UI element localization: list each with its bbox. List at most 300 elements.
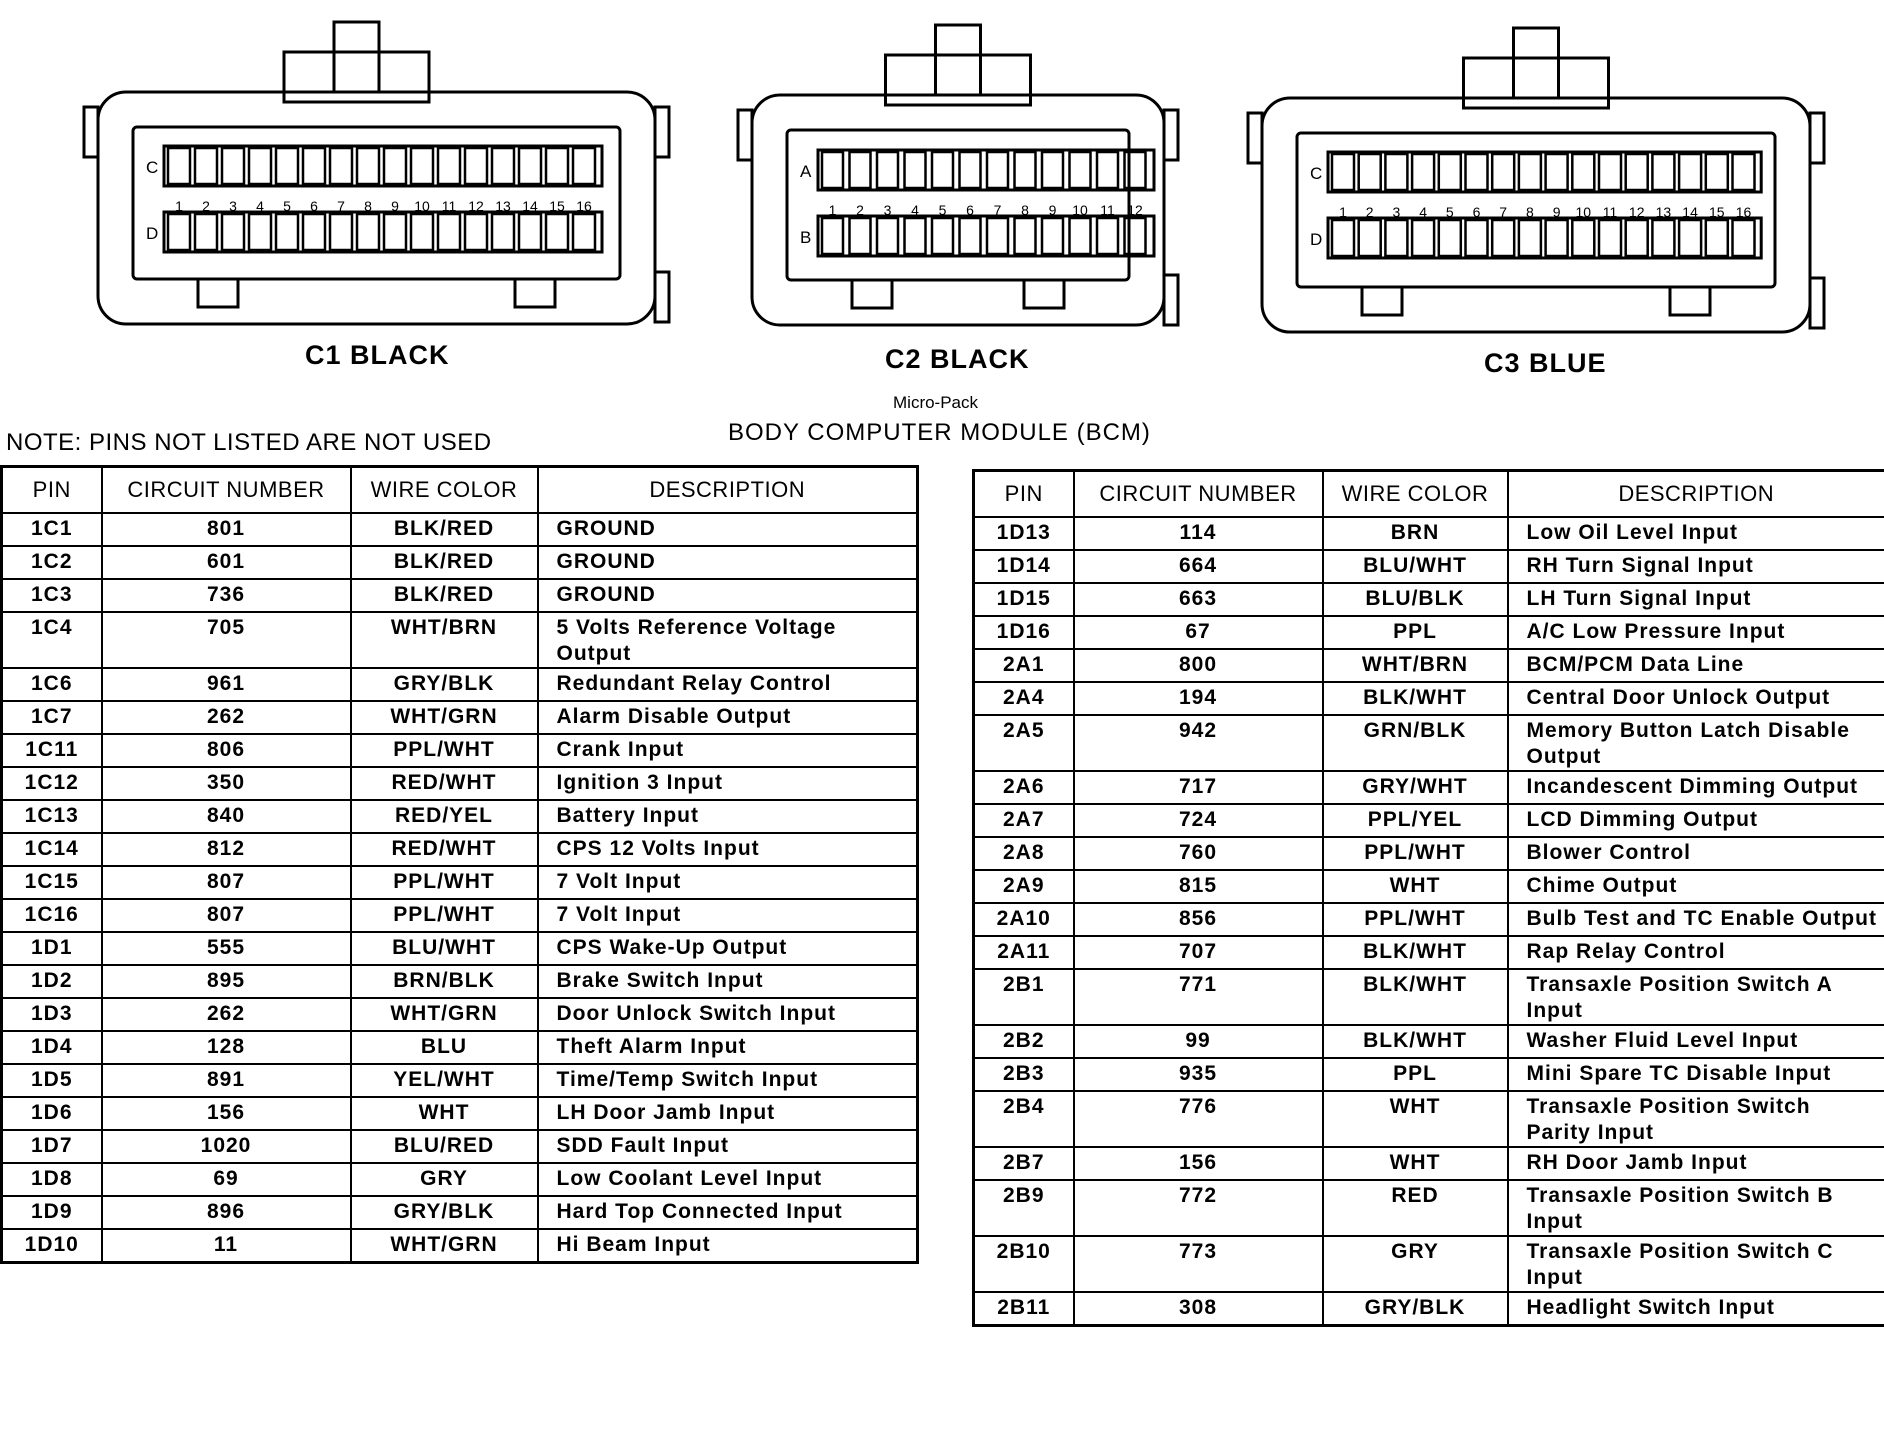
table-row — [974, 1292, 1884, 1326]
wire-color-cell: BLU/WHT — [351, 932, 538, 965]
description-cell: Hi Beam Input — [538, 1229, 918, 1263]
pin-number: 12 — [1127, 202, 1143, 218]
pin-cell: 1D13 — [974, 517, 1074, 550]
pin-number: 7 — [1499, 204, 1508, 220]
pin-cavity — [1042, 218, 1063, 254]
circuit-cell: 707 — [1074, 936, 1323, 969]
circuit-cell: 800 — [1074, 649, 1323, 682]
pin-number: 3 — [229, 198, 237, 214]
pin-cavity — [1332, 154, 1354, 190]
pin-cavity — [1412, 220, 1434, 256]
pin-cell: 2B11 — [974, 1292, 1074, 1326]
pin-cell: 1D5 — [2, 1064, 102, 1097]
table-row — [974, 550, 1884, 583]
pin-cavity — [276, 148, 298, 184]
table-row — [974, 837, 1884, 870]
pin-cell: 1C1 — [2, 513, 102, 546]
pin-cell: 1C4 — [2, 612, 102, 668]
circuit-cell: 772 — [1074, 1180, 1323, 1236]
header-circuit: CIRCUIT NUMBER — [102, 467, 351, 514]
pin-cavity — [1070, 218, 1091, 254]
pin-cavity — [905, 152, 926, 188]
pin-cell: 1D10 — [2, 1229, 102, 1263]
pin-cavity — [1546, 220, 1568, 256]
pin-cavity — [1626, 220, 1648, 256]
pin-cavity — [519, 148, 541, 184]
table-row — [974, 517, 1884, 550]
header-pin: PIN — [974, 471, 1074, 518]
row-letter: D — [146, 224, 159, 243]
table-row — [2, 767, 918, 800]
wire-color-cell: BLU/BLK — [1323, 583, 1508, 616]
pin-number: 2 — [856, 202, 864, 218]
circuit-cell: 776 — [1074, 1091, 1323, 1147]
side-tab — [655, 107, 669, 157]
table-row — [2, 965, 918, 998]
description-cell: Blower Control — [1508, 837, 1884, 870]
description-cell: LH Door Jamb Input — [538, 1097, 918, 1130]
table-row — [974, 969, 1884, 1025]
bottom-clip — [1670, 287, 1710, 315]
pin-cell: 2B7 — [974, 1147, 1074, 1180]
circuit-cell: 806 — [102, 734, 351, 767]
description-cell: Mini Spare TC Disable Input — [1508, 1058, 1884, 1091]
wire-color-cell: GRY — [1323, 1236, 1508, 1292]
pin-cell: 1C12 — [2, 767, 102, 800]
wire-color-cell: BLK/RED — [351, 579, 538, 612]
circuit-cell: 736 — [102, 579, 351, 612]
wire-color-cell: BLK/RED — [351, 546, 538, 579]
description-cell: Transaxle Position Switch B Input — [1508, 1180, 1884, 1236]
table-row — [974, 715, 1884, 771]
pin-cavity — [822, 152, 843, 188]
pin-cavity — [1652, 220, 1674, 256]
circuit-cell: 11 — [102, 1229, 351, 1263]
table-row — [2, 513, 918, 546]
pin-cavity — [932, 218, 953, 254]
side-tab — [1810, 113, 1824, 163]
circuit-cell: 67 — [1074, 616, 1323, 649]
pin-cavity — [384, 214, 406, 250]
table-row — [974, 870, 1884, 903]
header-wire-color: WIRE COLOR — [1323, 471, 1508, 518]
pin-cavity — [1599, 220, 1621, 256]
pin-cell: 1C2 — [2, 546, 102, 579]
latch-tab — [334, 22, 379, 92]
pin-number: 5 — [1445, 204, 1454, 220]
pin-cell: 2B4 — [974, 1091, 1074, 1147]
pin-number: 8 — [1526, 204, 1534, 220]
header-circuit: CIRCUIT NUMBER — [1074, 471, 1323, 518]
table-row — [974, 903, 1884, 936]
pin-number: 9 — [1552, 204, 1561, 220]
pin-cavity — [1359, 154, 1381, 190]
latch-housing — [1464, 58, 1609, 108]
pin-number: 1 — [828, 202, 837, 218]
description-cell: 7 Volt Input — [538, 866, 918, 899]
wire-color-cell: BLU/WHT — [1323, 550, 1508, 583]
table-row — [974, 1180, 1884, 1236]
pin-number: 9 — [1048, 202, 1057, 218]
wire-color-cell: PPL — [1323, 616, 1508, 649]
connector-c2 — [738, 25, 1178, 325]
pin-number: 13 — [495, 198, 511, 214]
connector-c3 — [1248, 28, 1824, 332]
latch-tab — [1514, 28, 1559, 98]
pin-cell: 1C6 — [2, 668, 102, 701]
table-row — [2, 668, 918, 701]
wire-color-cell: GRY/WHT — [1323, 771, 1508, 804]
table-row — [974, 771, 1884, 804]
pin-cavity — [1412, 154, 1434, 190]
pin-cavity — [465, 214, 487, 250]
pin-cell: 2A11 — [974, 936, 1074, 969]
pin-cavity — [987, 152, 1008, 188]
pin-cavity — [1599, 154, 1621, 190]
table-row — [2, 1196, 918, 1229]
table-row — [2, 1064, 918, 1097]
description-cell: Crank Input — [538, 734, 918, 767]
description-cell: Rap Relay Control — [1508, 936, 1884, 969]
pin-cell: 1C11 — [2, 734, 102, 767]
circuit-cell: 1020 — [102, 1130, 351, 1163]
description-cell: Transaxle Position Switch C Input — [1508, 1236, 1884, 1292]
wire-color-cell: BLK/WHT — [1323, 969, 1508, 1025]
wire-color-cell: BLK/RED — [351, 513, 538, 546]
wire-color-cell: GRY/BLK — [351, 668, 538, 701]
table-row — [974, 616, 1884, 649]
row-letter: B — [800, 228, 812, 247]
pin-number: 10 — [414, 198, 430, 214]
wire-color-cell: WHT/GRN — [351, 1229, 538, 1263]
description-cell: Washer Fluid Level Input — [1508, 1025, 1884, 1058]
wire-color-cell: RED/YEL — [351, 800, 538, 833]
pin-cavity — [303, 148, 325, 184]
wire-color-cell: BLK/WHT — [1323, 936, 1508, 969]
connector-diagrams — [0, 0, 1884, 400]
header-wire-color: WIRE COLOR — [351, 467, 538, 514]
pin-number: 15 — [549, 198, 565, 214]
description-cell: RH Turn Signal Input — [1508, 550, 1884, 583]
circuit-cell: 807 — [102, 866, 351, 899]
pin-cavity — [1439, 220, 1461, 256]
wire-color-cell: WHT — [1323, 1147, 1508, 1180]
wire-color-cell: BLU — [351, 1031, 538, 1064]
table-row — [2, 734, 918, 767]
pin-cavity — [519, 214, 541, 250]
pin-cavity — [195, 148, 217, 184]
pin-number: 11 — [1100, 202, 1115, 218]
pin-number: 15 — [1709, 204, 1725, 220]
table-row — [2, 1031, 918, 1064]
table-row — [2, 1163, 918, 1196]
latch-housing — [886, 55, 1031, 105]
pin-cavity — [877, 152, 898, 188]
description-cell: Redundant Relay Control — [538, 668, 918, 701]
wire-color-cell: RED/WHT — [351, 833, 538, 866]
pin-cavity — [1359, 220, 1381, 256]
pin-number: 6 — [1472, 204, 1481, 220]
description-cell: Bulb Test and TC Enable Output — [1508, 903, 1884, 936]
wire-color-cell: PPL/WHT — [351, 734, 538, 767]
description-cell: Transaxle Position Switch A Input — [1508, 969, 1884, 1025]
pin-cavity — [465, 148, 487, 184]
pin-cavity — [960, 152, 981, 188]
circuit-cell: 773 — [1074, 1236, 1323, 1292]
pin-cell: 1D9 — [2, 1196, 102, 1229]
pin-cavity — [546, 214, 568, 250]
pin-number: 8 — [1021, 202, 1029, 218]
pin-number: 14 — [1682, 204, 1698, 220]
pin-cavity — [438, 214, 460, 250]
pin-number: 16 — [576, 198, 592, 214]
circuit-cell: 308 — [1074, 1292, 1323, 1326]
pin-number: 1 — [1339, 204, 1347, 220]
pin-cell: 2B2 — [974, 1025, 1074, 1058]
pin-cavity — [168, 214, 190, 250]
pin-cell: 1C3 — [2, 579, 102, 612]
table-row — [2, 1229, 918, 1263]
pin-cavity — [1439, 154, 1461, 190]
pin-cell: 1D14 — [974, 550, 1074, 583]
table-row — [2, 701, 918, 734]
wire-color-cell: WHT — [1323, 870, 1508, 903]
pin-cell: 1D15 — [974, 583, 1074, 616]
row-letter: C — [146, 158, 159, 177]
pin-cavity — [357, 148, 379, 184]
header-description: DESCRIPTION — [1508, 471, 1884, 518]
pin-cavity — [249, 148, 271, 184]
circuit-cell: 555 — [102, 932, 351, 965]
pin-cell: 2A9 — [974, 870, 1074, 903]
pin-cavity — [411, 148, 433, 184]
pin-cell: 1C16 — [2, 899, 102, 932]
circuit-cell: 896 — [102, 1196, 351, 1229]
wire-color-cell: BLK/WHT — [1323, 682, 1508, 715]
circuit-cell: 601 — [102, 546, 351, 579]
pin-cell: 2B3 — [974, 1058, 1074, 1091]
pin-cavity — [1706, 220, 1728, 256]
pin-number: 16 — [1735, 204, 1752, 220]
description-cell: Central Door Unlock Output — [1508, 682, 1884, 715]
connector-c1-caption: C1 BLACK — [305, 340, 450, 370]
pin-number: 10 — [1072, 202, 1088, 218]
table-row — [974, 1025, 1884, 1058]
table-row — [2, 866, 918, 899]
wire-color-cell: BLK/WHT — [1323, 1025, 1508, 1058]
table-row — [2, 1130, 918, 1163]
circuit-cell: 771 — [1074, 969, 1323, 1025]
circuit-cell: 350 — [102, 767, 351, 800]
pin-number: 11 — [1602, 204, 1618, 220]
pin-cavity — [492, 148, 514, 184]
pin-cavity — [573, 148, 595, 184]
description-cell: Headlight Switch Input — [1508, 1292, 1884, 1326]
pin-cavity — [850, 218, 871, 254]
pin-cell: 1C14 — [2, 833, 102, 866]
pin-number: 8 — [364, 198, 372, 214]
pin-cavity — [1733, 154, 1755, 190]
circuit-cell: 114 — [1074, 517, 1323, 550]
description-cell: Low Oil Level Input — [1508, 517, 1884, 550]
pin-cavity — [1679, 220, 1701, 256]
pin-number: 7 — [993, 202, 1002, 218]
pin-cell: 1C7 — [2, 701, 102, 734]
wire-color-cell: PPL/WHT — [1323, 837, 1508, 870]
pin-cavity — [573, 214, 595, 250]
circuit-cell: 705 — [102, 612, 351, 668]
pin-cavity — [168, 148, 190, 184]
description-cell: GROUND — [538, 546, 918, 579]
pin-number: 14 — [522, 198, 538, 214]
pin-number: 3 — [1392, 204, 1401, 220]
circuit-cell: 840 — [102, 800, 351, 833]
pin-cavity — [1015, 218, 1036, 254]
wire-color-cell: BRN — [1323, 517, 1508, 550]
pin-cavity — [1572, 154, 1594, 190]
circuit-cell: 961 — [102, 668, 351, 701]
description-cell: Low Coolant Level Input — [538, 1163, 918, 1196]
pin-cell: 2B1 — [974, 969, 1074, 1025]
description-cell: 5 Volts Reference Voltage Output — [538, 612, 918, 668]
latch-housing — [284, 52, 429, 102]
description-cell: Alarm Disable Output — [538, 701, 918, 734]
description-cell: LCD Dimming Output — [1508, 804, 1884, 837]
pin-cell: 2A1 — [974, 649, 1074, 682]
pin-cavity — [1733, 220, 1755, 256]
table-row — [2, 800, 918, 833]
pin-cavity — [1097, 152, 1118, 188]
circuit-cell: 812 — [102, 833, 351, 866]
circuit-cell: 807 — [102, 899, 351, 932]
table-row — [2, 546, 918, 579]
circuit-cell: 156 — [102, 1097, 351, 1130]
wire-color-cell: PPL — [1323, 1058, 1508, 1091]
table-row — [974, 1147, 1884, 1180]
pin-number: 11 — [441, 198, 457, 214]
pin-cavity — [1519, 154, 1541, 190]
table-row — [974, 682, 1884, 715]
description-cell: Chime Output — [1508, 870, 1884, 903]
connector-c3-caption: C3 BLUE — [1484, 348, 1607, 378]
pin-cavity — [303, 214, 325, 250]
pin-cell: 1D3 — [2, 998, 102, 1031]
circuit-cell: 942 — [1074, 715, 1323, 771]
pin-number: 5 — [938, 202, 947, 218]
pin-cavity — [822, 218, 843, 254]
description-cell: GROUND — [538, 513, 918, 546]
pin-number: 2 — [1365, 204, 1374, 220]
wire-color-cell: WHT/GRN — [351, 998, 538, 1031]
circuit-cell: 664 — [1074, 550, 1323, 583]
table-row — [2, 899, 918, 932]
table-row — [974, 1091, 1884, 1147]
pin-cell: 2B10 — [974, 1236, 1074, 1292]
wire-color-cell: GRN/BLK — [1323, 715, 1508, 771]
pin-cell: 1D4 — [2, 1031, 102, 1064]
pin-cavity — [1706, 154, 1728, 190]
pin-cavity — [905, 218, 926, 254]
pin-cavity — [384, 148, 406, 184]
bottom-clip — [852, 280, 892, 308]
wire-color-cell: WHT — [351, 1097, 538, 1130]
pin-number: 5 — [283, 198, 291, 214]
right-pin-table — [972, 469, 1884, 1327]
circuit-cell: 69 — [102, 1163, 351, 1196]
wire-color-cell: BLU/RED — [351, 1130, 538, 1163]
pin-cell: 1D2 — [2, 965, 102, 998]
pin-number: 12 — [1628, 204, 1645, 220]
latch-tab — [936, 25, 981, 95]
side-tab — [738, 110, 752, 160]
pin-cavity — [1070, 152, 1091, 188]
wire-color-cell: PPL/YEL — [1323, 804, 1508, 837]
pin-number: 4 — [911, 202, 919, 218]
wire-color-cell: RED — [1323, 1180, 1508, 1236]
side-tab — [655, 272, 669, 322]
pin-number: 13 — [1655, 204, 1672, 220]
description-cell: A/C Low Pressure Input — [1508, 616, 1884, 649]
pin-cavity — [438, 148, 460, 184]
circuit-cell: 815 — [1074, 870, 1323, 903]
pin-cell: 2A6 — [974, 771, 1074, 804]
pin-cavity — [276, 214, 298, 250]
wire-color-cell: GRY — [351, 1163, 538, 1196]
pin-cavity — [1519, 220, 1541, 256]
table-header-row — [974, 471, 1884, 518]
wire-color-cell: WHT — [1323, 1091, 1508, 1147]
pin-number: 9 — [391, 198, 399, 214]
circuit-cell: 128 — [102, 1031, 351, 1064]
pin-cavity — [1015, 152, 1036, 188]
pin-cavity — [546, 148, 568, 184]
pin-cell: 2A5 — [974, 715, 1074, 771]
table-row — [2, 932, 918, 965]
pin-number: 7 — [337, 198, 345, 214]
header-pin: PIN — [2, 467, 102, 514]
side-tab — [1164, 110, 1178, 160]
pin-number: 1 — [175, 198, 183, 214]
circuit-cell: 895 — [102, 965, 351, 998]
circuit-cell: 935 — [1074, 1058, 1323, 1091]
wire-color-cell: YEL/WHT — [351, 1064, 538, 1097]
pin-number: 6 — [966, 202, 974, 218]
description-cell: SDD Fault Input — [538, 1130, 918, 1163]
pin-cavity — [1546, 154, 1568, 190]
circuit-cell: 262 — [102, 701, 351, 734]
pin-cell: 1C13 — [2, 800, 102, 833]
wire-color-cell: PPL/WHT — [351, 866, 538, 899]
page-title: BODY COMPUTER MODULE (BCM) — [728, 419, 1151, 446]
pin-cavity — [1097, 218, 1118, 254]
pin-cell: 2B9 — [974, 1180, 1074, 1236]
pin-cavity — [1492, 154, 1514, 190]
wire-color-cell: WHT/GRN — [351, 701, 538, 734]
pin-cell: 2A4 — [974, 682, 1074, 715]
description-cell: CPS 12 Volts Input — [538, 833, 918, 866]
circuit-cell: 262 — [102, 998, 351, 1031]
pin-cavity — [932, 152, 953, 188]
header-description: DESCRIPTION — [538, 467, 918, 514]
bottom-clip — [198, 279, 238, 307]
side-tab — [1810, 278, 1824, 328]
pin-cell: 1D7 — [2, 1130, 102, 1163]
table-row — [974, 804, 1884, 837]
row-letter: A — [800, 162, 812, 181]
pin-cavity — [1572, 220, 1594, 256]
pin-cavity — [987, 218, 1008, 254]
table-header-row — [2, 467, 918, 514]
